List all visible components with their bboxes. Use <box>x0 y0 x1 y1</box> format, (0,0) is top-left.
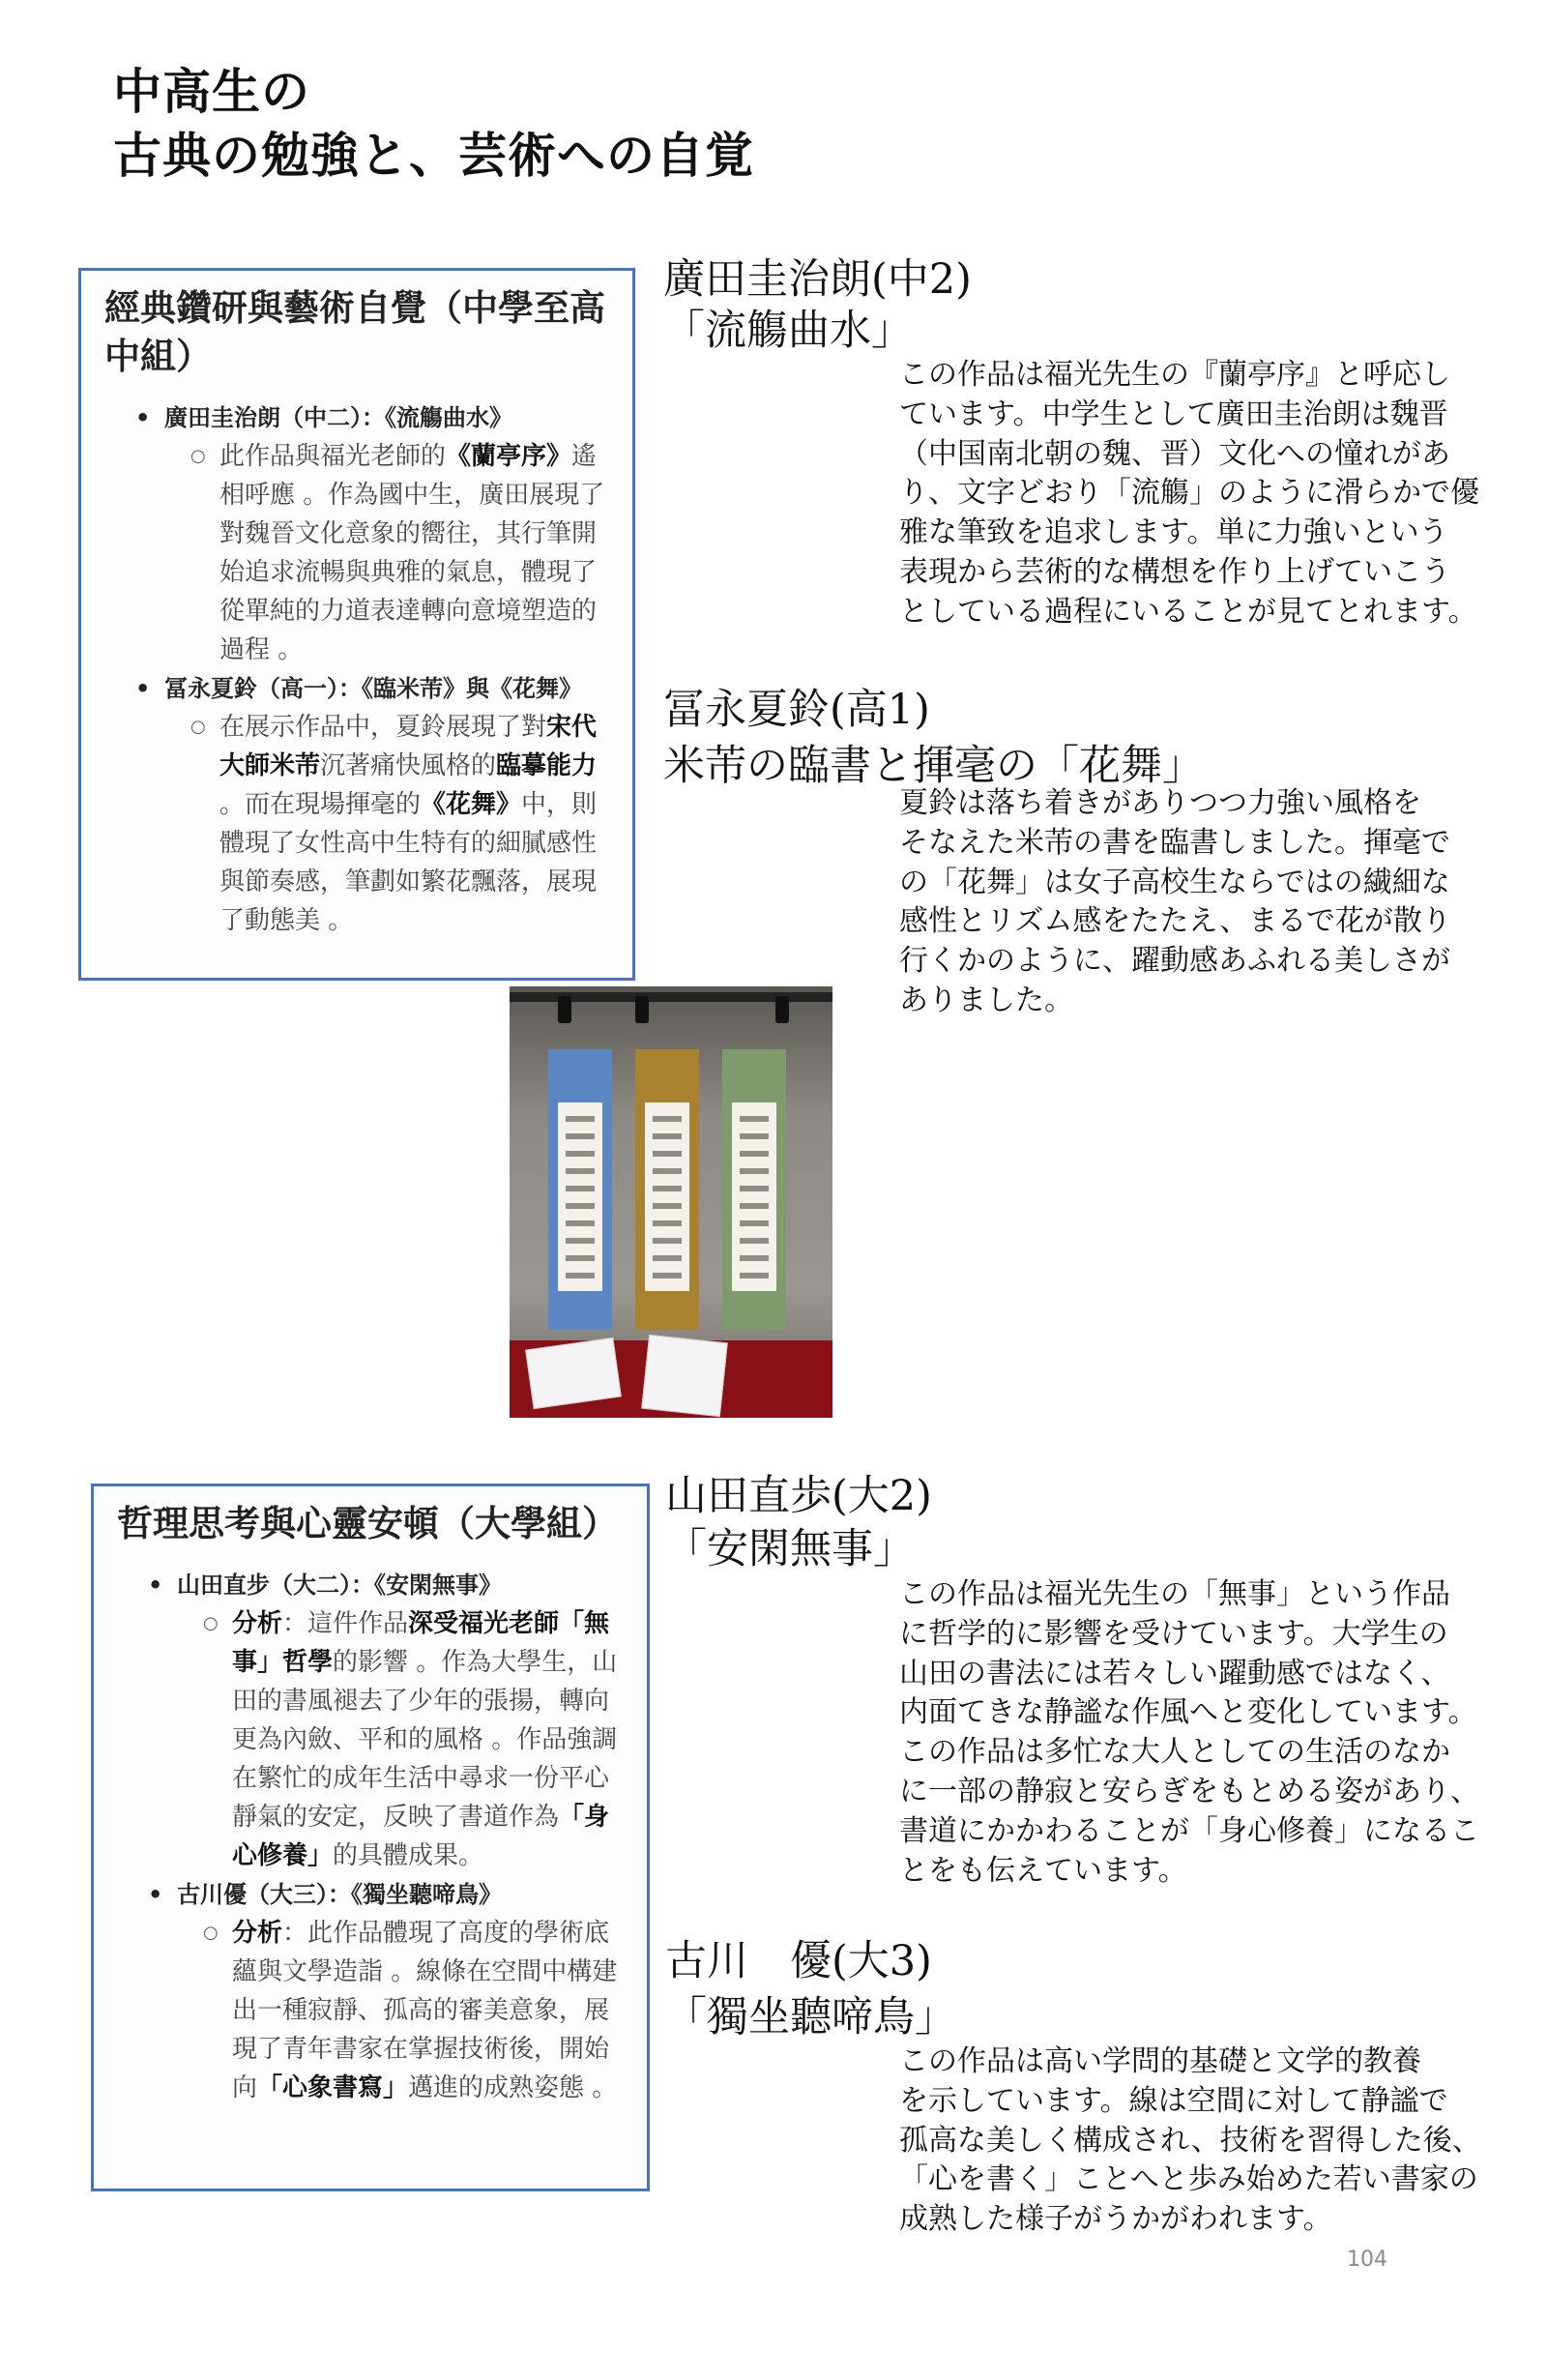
item-label: 廣田圭治朗（中二）：《流觴曲水》 <box>164 404 512 431</box>
description-line: そなえた米芾の書を臨書しました。揮毫で <box>899 825 1450 860</box>
description-line: としている過程にいることが見てとれます。 <box>899 594 1477 629</box>
item-label: 冨永夏鈴（高一）：《臨米芾》與《花舞》 <box>164 675 582 702</box>
detail-text: 此作品與福光老師的 <box>219 442 447 471</box>
spotlight-icon <box>635 996 649 1023</box>
page-title-line-1: 中高生の <box>113 64 310 120</box>
hanging-scroll <box>635 1049 699 1330</box>
work-title: 「獨坐聽啼鳥」 <box>665 1993 956 2042</box>
emphasized-text: 深受福光老師「無事」哲學 <box>232 1609 610 1677</box>
description-line: 感性とリズム感をたたえ、まるで花が散り <box>899 904 1451 939</box>
book-stack <box>525 1337 622 1409</box>
description-line: 「心を書く」ことへと歩み始めた若い書家の <box>899 2162 1478 2197</box>
description-line: 孤高な美しく構成され、技術を習得した後、 <box>899 2123 1481 2158</box>
description-line: の「花舞」は女子高校生ならではの繊細な <box>899 865 1450 899</box>
emphasized-text: 《花舞》 <box>421 790 522 819</box>
detail-text: 邁進的成熟姿態 。 <box>408 2073 618 2102</box>
bullet-icon: • <box>148 1881 163 1908</box>
catalog <box>641 1335 728 1417</box>
bullet-icon: • <box>135 404 151 431</box>
detail-text: 。而在現場揮毫的 <box>219 790 422 819</box>
spotlight-icon <box>558 996 571 1023</box>
exhibition-photo <box>510 986 832 1418</box>
spotlight-icon <box>775 996 789 1023</box>
description-line: この作品は福光先生の『蘭亭序』と呼応し <box>899 358 1450 392</box>
list-item <box>148 1566 612 1604</box>
detail-text: 中，則體現了女性高中生特有的細膩感性與節奏感，筆劃如繁花飄落，展現了動態美 。 <box>219 790 598 935</box>
description-line: 表現から芸術的な構想を作り上げていこう <box>899 554 1450 589</box>
sub-bullet-icon: ○ <box>203 1923 219 1943</box>
description-line: ありました。 <box>899 983 1073 1017</box>
emphasized-text: 「身心修養」 <box>232 1803 610 1870</box>
page-title <box>113 60 754 188</box>
list-item <box>135 398 599 437</box>
item-detail <box>203 1604 624 1875</box>
description-line: 書道にかかわることが「身心修養」になるこ <box>899 1813 1479 1848</box>
work-description <box>899 2042 1481 2240</box>
detail-text: 的具體成果。 <box>333 1841 484 1870</box>
work-title: 米芾の臨書と揮毫の「花舞」 <box>663 742 1204 790</box>
description-line: 山田の書法には若々しい躍動感ではなく、 <box>899 1656 1450 1690</box>
description-line: （中国南北朝の魏、晋）文化への憧れがあ <box>899 436 1450 471</box>
sub-bullet-icon: ○ <box>203 1613 219 1633</box>
item-label: 山田直步（大二）：《安閑無事》 <box>177 1572 502 1599</box>
emphasized-text: 分析 <box>232 1609 283 1638</box>
work-title: 「流觴曲水」 <box>663 307 913 355</box>
work-description <box>899 1575 1479 1891</box>
emphasized-text: 分析 <box>232 1919 283 1948</box>
work-artist-name: 冨永夏鈴(高1) <box>663 686 930 734</box>
list-item <box>148 1875 612 1914</box>
description-line: 成熟した様子がうかがわれます。 <box>899 2202 1332 2237</box>
list-item <box>135 669 599 708</box>
box-heading: 經典鑽研與藝術自覺（中學至高中組） <box>104 287 605 377</box>
item-detail <box>203 1914 624 2107</box>
summary-box-middle-high-school <box>78 268 635 981</box>
emphasized-text: 宋代大師米芾 <box>219 713 598 780</box>
description-line: 雅な筆致を追求します。単に力強いという <box>899 515 1448 550</box>
work-artist-name: 古川 優(大3) <box>665 1937 932 1985</box>
work-title: 「安閑無事」 <box>665 1525 915 1573</box>
detail-text: 的影響 。作為大學生，山田的書風褪去了少年的張揚，轉向更為內斂、平和的風格 。作品強調在繁忙的成年生活中尋求一份平心靜氣的安定，反映了書道作為 <box>232 1648 618 1832</box>
summary-box-university <box>91 1484 650 2191</box>
description-line: り、文字どおり「流觴」のように滑らかで優 <box>899 476 1479 511</box>
hanging-scroll <box>548 1049 612 1330</box>
item-detail <box>190 437 611 669</box>
detail-text: ：這件作品 <box>282 1609 409 1638</box>
description-line: 夏鈴は落ち着きがありつつ力強い風格を <box>899 786 1421 820</box>
detail-text: 遙相呼應 。作為國中生，廣田展現了對魏晉文化意象的嚮往，其行筆開始追求流暢與典雅的氣息，體現了從單純的力道表達轉向意境塑造的過程 。 <box>219 442 605 664</box>
emphasized-text: 「心象書寫」 <box>257 2073 409 2102</box>
description-line: ています。中学生として廣田圭治朗は魏晋 <box>899 397 1448 431</box>
hanging-scroll <box>722 1049 786 1330</box>
bullet-icon: • <box>148 1572 163 1599</box>
work-artist-name: 山田直歩(大2) <box>665 1472 932 1520</box>
description-line: 内面てきな静謐な作風へと変化しています。 <box>899 1695 1477 1730</box>
description-line: に哲学的に影響を受けています。大学生の <box>899 1616 1448 1651</box>
description-line: この作品は多忙な大人としての生活のなか <box>899 1735 1450 1770</box>
work-artist-name: 廣田圭治朗(中2) <box>663 255 972 304</box>
description-line: に一部の静寂と安らぎをもとめる姿があり、 <box>899 1774 1479 1808</box>
work-description <box>899 784 1451 1021</box>
box-heading: 哲理思考與心靈安頓（大學組） <box>117 1503 618 1544</box>
detail-text: 在展示作品中，夏鈴展現了對 <box>219 713 547 742</box>
emphasized-text: 《蘭亭序》 <box>446 442 572 471</box>
detail-text: 沉著痛快風格的 <box>320 751 497 780</box>
item-detail <box>190 708 611 940</box>
description-line: 行くかのように、躍動感あふれる美しさが <box>899 944 1450 979</box>
detail-text: ：此作品體現了高度的學術底蘊與文學造詣 。線條在空間中構建出一種寂靜、孤高的審美意象，展現了青年書家在掌握技術後，開始向 <box>232 1919 618 2102</box>
sub-bullet-icon: ○ <box>190 446 206 466</box>
item-label: 古川優（大三）：《獨坐聽啼鳥》 <box>177 1881 502 1908</box>
description-line: この作品は福光先生の「無事」という作品 <box>899 1577 1450 1611</box>
emphasized-text: 臨摹能力 <box>496 751 598 780</box>
work-description <box>899 356 1479 632</box>
sub-bullet-icon: ○ <box>190 717 206 737</box>
description-line: この作品は高い学問的基礎と文学的教養 <box>899 2044 1421 2078</box>
bullet-icon: • <box>135 675 151 702</box>
description-line: とをも伝えています。 <box>899 1853 1187 1888</box>
page-number: 104 <box>1347 2248 1387 2272</box>
page-title-line-2: 古典の勉強と、芸術への自覚 <box>113 128 754 184</box>
description-line: を示しています。線は空間に対して静謐で <box>899 2083 1448 2118</box>
